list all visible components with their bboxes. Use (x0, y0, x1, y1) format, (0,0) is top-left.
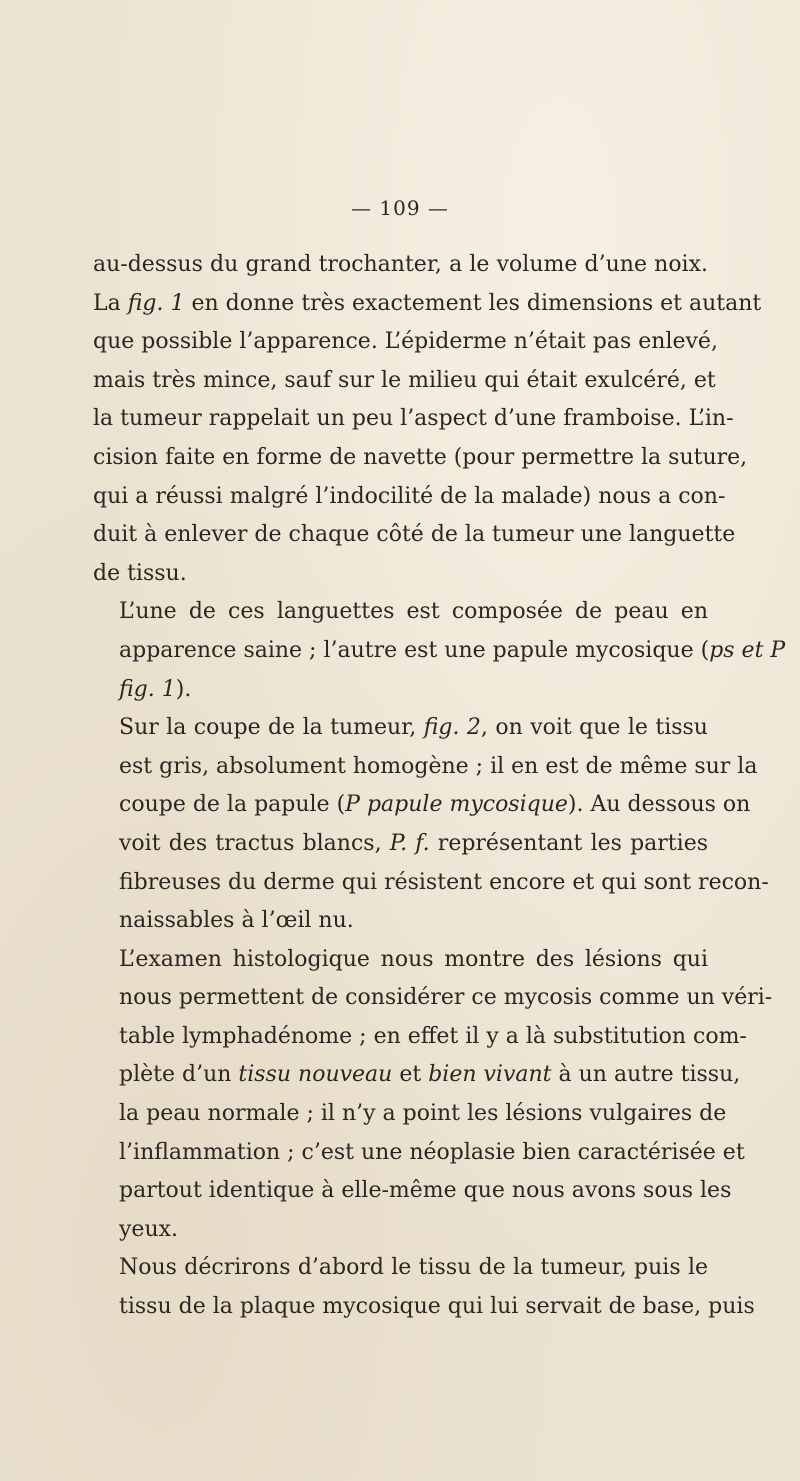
text-line: est gris, absolument homogène ; il en est de même sur la (119, 753, 758, 779)
text-line: La fig. 1 en donne très exactement les dimensions et autant (93, 290, 762, 316)
text-line: que possible l’apparence. L’épiderme n’était pas enlevé, (93, 329, 718, 355)
text-line: fig. 1). (119, 676, 192, 702)
italic-text: fig. 1 (119, 676, 176, 702)
text-line: yeux. (119, 1216, 179, 1242)
text-line: Sur la coupe de la tumeur, fig. 2, on voit que le tissu (119, 715, 708, 741)
italic-text: ps et P (709, 637, 786, 663)
text-line: nous permettent de considérer ce mycosis comme un véri- (119, 985, 773, 1011)
text-line: plète d’un tissu nouveau et bien vivant à un autre tissu, (119, 1062, 741, 1088)
paragraph-5 (93, 1249, 755, 1326)
paragraph-4 (93, 941, 773, 1250)
text-line: Nous décrirons d’abord le tissu de la tumeur, puis le (119, 1255, 708, 1281)
italic-text: P papule mycosique (345, 792, 568, 818)
text-line: L’examen histologique nous montre des lésions qui (119, 946, 708, 972)
text-line: table lymphadénome ; en effet il y a là substitution com- (119, 1023, 747, 1049)
text-line: la tumeur rappelait un peu l’aspect d’une framboise. L’in- (93, 406, 734, 432)
text-line: partout identique à elle-même que nous avons sous les (119, 1178, 732, 1204)
paragraph-2 (93, 593, 786, 709)
text-line: l’inflammation ; c’est une néoplasie bien caractérisée et (119, 1139, 745, 1165)
body-text (93, 246, 786, 1327)
text-line: mais très mince, sauf sur le milieu qui était exulcéré, et (93, 367, 716, 393)
paragraph-3 (93, 709, 769, 941)
italic-text: fig. 1 (127, 290, 185, 316)
page-number: — 109 — (351, 196, 449, 220)
italic-text: tissu nouveau (238, 1062, 393, 1088)
paragraph-1 (93, 246, 762, 593)
text-line: naissables à l’œil nu. (119, 908, 354, 934)
text-line: L’une de ces languettes est composée de peau en (119, 599, 708, 625)
italic-text: fig. 2 (423, 715, 481, 741)
text-line: duit à enlever de chaque côté de la tumeur une languette (93, 522, 736, 548)
text-line: de tissu. (93, 560, 187, 586)
text-line: voit des tractus blancs, P. f. représentant les parties (119, 830, 708, 856)
text-line: apparence saine ; l’autre est une papule mycosique (ps et P (119, 637, 786, 663)
italic-text: bien vivant (428, 1062, 552, 1088)
text-line: la peau normale ; il n’y a point les lésions vulgaires de (119, 1101, 727, 1127)
text-line: qui a réussi malgré l’indocilité de la malade) nous a con- (93, 483, 726, 509)
italic-text: P. f. (389, 830, 430, 856)
text-line: au-dessus du grand trochanter, a le volume d’une noix. (93, 252, 708, 277)
text-line: coupe de la papule (P papule mycosique). Au dessous on (119, 792, 751, 818)
text-line: fibreuses du derme qui résistent encore et qui sont recon- (119, 869, 769, 895)
text-line: tissu de la plaque mycosique qui lui servait de base, puis (119, 1294, 755, 1320)
text-line: cision faite en forme de navette (pour permettre la suture, (93, 444, 748, 470)
